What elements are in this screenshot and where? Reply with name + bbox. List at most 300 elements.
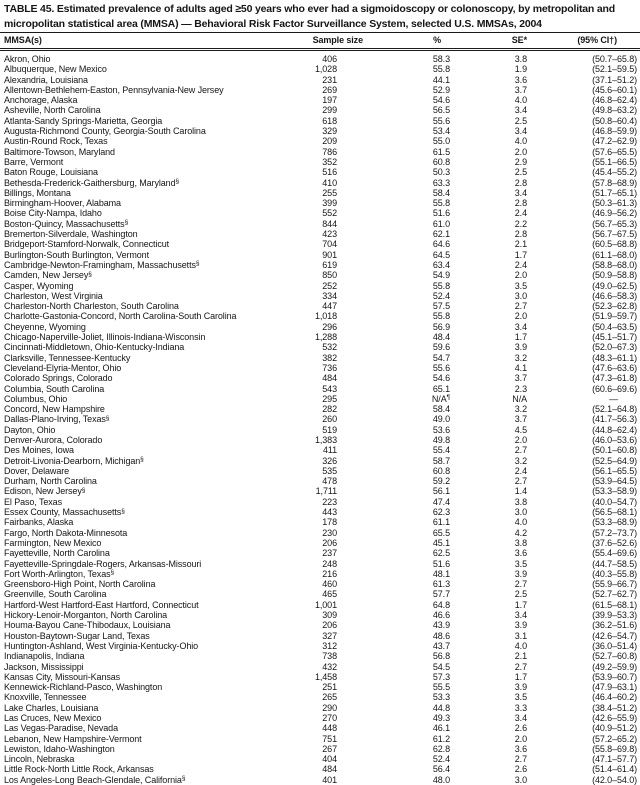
percent-cell: 56.5 [365, 105, 460, 115]
se-cell: 2.1 [460, 239, 530, 249]
percent-cell: 48.1 [365, 569, 460, 579]
mmsa-name-cell: Fargo, North Dakota-Minnesota [0, 528, 300, 538]
sample-size-cell: 282 [300, 404, 365, 414]
footnote-marker: § [175, 178, 179, 185]
se-cell: 2.8 [460, 178, 530, 188]
percent-cell: 58.3 [365, 50, 460, 65]
table-row [0, 322, 640, 332]
percent-cell: 62.5 [365, 548, 460, 558]
se-cell: 2.7 [460, 476, 530, 486]
ci-cell: (46.9–56.2) [530, 208, 640, 218]
sample-size-cell: 197 [300, 95, 365, 105]
ci-cell: (60.5–68.8) [530, 239, 640, 249]
mmsa-name-cell: Greenville, South Carolina [0, 589, 300, 599]
percent-cell: 58.4 [365, 404, 460, 414]
percent-cell: 49.3 [365, 713, 460, 723]
percent-cell: 57.5 [365, 301, 460, 311]
sample-size-cell: 532 [300, 342, 365, 352]
se-cell: 2.0 [460, 270, 530, 280]
percent-cell: 60.8 [365, 157, 460, 167]
mmsa-name-cell: Kennewick-Richland-Pasco, Washington [0, 682, 300, 692]
sample-size-cell: 736 [300, 363, 365, 373]
col-header-ci: (95% CI†) [530, 33, 640, 50]
sample-size-cell: 484 [300, 764, 365, 774]
sample-size-cell: 619 [300, 260, 365, 270]
mmsa-name-cell: Bridgeport-Stamford-Norwalk, Connecticut [0, 239, 300, 249]
table-row [0, 610, 640, 620]
sample-size-cell: 399 [300, 198, 365, 208]
footnote-marker: § [106, 415, 110, 422]
sample-size-cell: 432 [300, 662, 365, 672]
se-cell: 3.1 [460, 631, 530, 641]
se-cell: 2.8 [460, 198, 530, 208]
se-cell: 3.4 [460, 188, 530, 198]
mmsa-name-cell: Asheville, North Carolina [0, 105, 300, 115]
sample-size-cell: 535 [300, 466, 365, 476]
se-cell: 3.5 [460, 559, 530, 569]
sample-size-cell: 269 [300, 85, 365, 95]
se-cell: 3.6 [460, 548, 530, 558]
table-row [0, 198, 640, 208]
table-row [0, 229, 640, 239]
percent-cell: 55.6 [365, 116, 460, 126]
ci-cell: (44.7–58.5) [530, 559, 640, 569]
se-cell: 2.0 [460, 147, 530, 157]
percent-cell: 54.7 [365, 353, 460, 363]
sample-size-cell: 255 [300, 188, 365, 198]
ci-cell: (47.9–63.1) [530, 682, 640, 692]
table-title-line-2: micropolitan statistical area (MMSA) — Behavioral Risk Factor Surveillance System, selected U.S. MMSAs, 2004 [4, 19, 638, 30]
percent-cell: 58.4 [365, 188, 460, 198]
sample-size-cell: 844 [300, 219, 365, 229]
ci-cell: (46.4–60.2) [530, 692, 640, 702]
se-cell: 2.7 [460, 301, 530, 311]
table-row [0, 507, 640, 517]
se-cell: 3.4 [460, 105, 530, 115]
ci-cell: (56.7–65.3) [530, 219, 640, 229]
mmsa-name-cell: Chicago-Naperville-Joliet, Illinois-Indiana-Wisconsin [0, 332, 300, 342]
ci-cell: (53.9–60.7) [530, 672, 640, 682]
table-row [0, 250, 640, 260]
sample-size-cell: 1,028 [300, 64, 365, 74]
ci-cell: (51.7–65.1) [530, 188, 640, 198]
table-row [0, 517, 640, 527]
ci-cell: (55.1–66.5) [530, 157, 640, 167]
se-cell: 2.0 [460, 311, 530, 321]
table-row [0, 95, 640, 105]
table-row [0, 559, 640, 569]
percent-cell: 55.4 [365, 445, 460, 455]
percent-cell: 54.6 [365, 373, 460, 383]
se-cell: 3.4 [460, 713, 530, 723]
sample-size-cell: 260 [300, 414, 365, 424]
mmsa-name-cell: Des Moines, Iowa [0, 445, 300, 455]
ci-cell: (55.8–69.8) [530, 744, 640, 754]
table-row [0, 332, 640, 342]
ci-cell: (52.1–59.5) [530, 64, 640, 74]
mmsa-name-cell: Las Vegas-Paradise, Nevada [0, 723, 300, 733]
mmsa-name-cell: Cheyenne, Wyoming [0, 322, 300, 332]
mmsa-name-cell: Concord, New Hampshire [0, 404, 300, 414]
sample-size-cell: 460 [300, 579, 365, 589]
percent-cell: 46.6 [365, 610, 460, 620]
percent-cell: 61.0 [365, 219, 460, 229]
se-cell: 3.2 [460, 404, 530, 414]
sample-size-cell: 206 [300, 538, 365, 548]
table-row [0, 662, 640, 672]
percent-cell: 55.6 [365, 363, 460, 373]
ci-cell: (56.1–65.5) [530, 466, 640, 476]
table-row [0, 476, 640, 486]
ci-cell: (47.2–62.9) [530, 136, 640, 146]
percent-cell: 61.3 [365, 579, 460, 589]
sample-size-cell: 248 [300, 559, 365, 569]
percent-cell: 55.5 [365, 682, 460, 692]
footnote-marker: § [140, 456, 144, 463]
se-cell: 4.0 [460, 136, 530, 146]
se-cell: 3.7 [460, 373, 530, 383]
percent-cell: 50.3 [365, 167, 460, 177]
mmsa-name-cell: Fayetteville-Springdale-Rogers, Arkansas-Missouri [0, 559, 300, 569]
mmsa-name-cell: Little Rock-North Little Rock, Arkansas [0, 764, 300, 774]
percent-cell: 48.4 [365, 332, 460, 342]
se-cell: 4.0 [460, 95, 530, 105]
mmsa-name-cell: Las Cruces, New Mexico [0, 713, 300, 723]
se-cell: 3.4 [460, 610, 530, 620]
table-row [0, 384, 640, 394]
se-cell: 2.4 [460, 466, 530, 476]
sample-size-cell: 552 [300, 208, 365, 218]
ci-cell: (47.1–57.7) [530, 754, 640, 764]
mmsa-name-cell: Austin-Round Rock, Texas [0, 136, 300, 146]
sample-size-cell: 231 [300, 75, 365, 85]
footnote-marker: § [82, 487, 86, 494]
percent-cell: 55.8 [365, 64, 460, 74]
col-header-mmsa: MMSA(s) [0, 33, 300, 50]
mmsa-name-cell: Boise City-Nampa, Idaho [0, 208, 300, 218]
mmsa-name-cell: Casper, Wyoming [0, 281, 300, 291]
table-row [0, 641, 640, 651]
se-cell: N/A [460, 394, 530, 404]
sample-size-cell: 230 [300, 528, 365, 538]
ci-cell: (48.3–61.1) [530, 353, 640, 363]
ci-cell: (47.6–63.6) [530, 363, 640, 373]
se-cell: 2.5 [460, 167, 530, 177]
table-row [0, 342, 640, 352]
table-row [0, 178, 640, 188]
table-row [0, 188, 640, 198]
ci-cell: (42.6–55.9) [530, 713, 640, 723]
table-row [0, 445, 640, 455]
col-header-percent: % [365, 33, 460, 50]
col-header-sample-size: Sample size [300, 33, 365, 50]
table-row [0, 311, 640, 321]
se-cell: 2.9 [460, 157, 530, 167]
percent-cell: 59.2 [365, 476, 460, 486]
percent-cell: 48.6 [365, 631, 460, 641]
ci-cell: (58.8–68.0) [530, 260, 640, 270]
sample-size-cell: 401 [300, 775, 365, 785]
se-cell: 3.8 [460, 50, 530, 65]
percent-cell: N/A¶ [365, 394, 460, 404]
se-cell: 2.2 [460, 219, 530, 229]
se-cell: 3.2 [460, 353, 530, 363]
mmsa-name-cell: Hickory-Lenoir-Morganton, North Carolina [0, 610, 300, 620]
ci-cell: (53.3–58.9) [530, 486, 640, 496]
sample-size-cell: 352 [300, 157, 365, 167]
percent-cell: 52.9 [365, 85, 460, 95]
table-row [0, 425, 640, 435]
se-cell: 2.4 [460, 208, 530, 218]
percent-cell: 62.8 [365, 744, 460, 754]
sample-size-cell: 216 [300, 569, 365, 579]
table-row [0, 723, 640, 733]
sample-size-cell: 252 [300, 281, 365, 291]
table-row [0, 579, 640, 589]
table-row [0, 281, 640, 291]
mmsa-name-cell: Farmington, New Mexico [0, 538, 300, 548]
mmsa-name-cell: Burlington-South Burlington, Vermont [0, 250, 300, 260]
sample-size-cell: 327 [300, 631, 365, 641]
ci-cell: (61.5–68.1) [530, 600, 640, 610]
col-header-se: SE* [460, 33, 530, 50]
sample-size-cell: 478 [300, 476, 365, 486]
se-cell: 4.1 [460, 363, 530, 373]
percent-cell: 47.4 [365, 497, 460, 507]
ci-cell: (52.1–64.8) [530, 404, 640, 414]
ci-cell: (52.7–62.7) [530, 589, 640, 599]
table-row [0, 75, 640, 85]
sample-size-cell: 178 [300, 517, 365, 527]
se-cell: 3.7 [460, 414, 530, 424]
ci-cell: (50.3–61.3) [530, 198, 640, 208]
ci-cell: (36.2–51.6) [530, 620, 640, 630]
sample-size-cell: 251 [300, 682, 365, 692]
se-cell: 2.7 [460, 445, 530, 455]
sample-size-cell: 411 [300, 445, 365, 455]
mmsa-name-cell: Lake Charles, Louisiana [0, 703, 300, 713]
ci-cell: (52.0–67.3) [530, 342, 640, 352]
mmsa-name-cell: Dallas-Plano-Irving, Texas§ [0, 414, 300, 424]
ci-cell: (57.2–73.7) [530, 528, 640, 538]
percent-cell: 43.7 [365, 641, 460, 651]
se-cell: 3.4 [460, 322, 530, 332]
se-cell: 3.9 [460, 342, 530, 352]
sample-size-cell: 423 [300, 229, 365, 239]
mmsa-name-cell: Cambridge-Newton-Framingham, Massachusetts§ [0, 260, 300, 270]
mmsa-name-cell: Denver-Aurora, Colorado [0, 435, 300, 445]
mmsa-name-cell: Bremerton-Silverdale, Washington [0, 229, 300, 239]
table-row [0, 239, 640, 249]
mmsa-name-cell: Charlotte-Gastonia-Concord, North Carolina-South Carolina [0, 311, 300, 321]
mmsa-name-cell: Hartford-West Hartford-East Hartford, Connecticut [0, 600, 300, 610]
ci-cell: (57.2–65.2) [530, 734, 640, 744]
percent-cell: 61.2 [365, 734, 460, 744]
se-cell: 1.7 [460, 672, 530, 682]
ci-cell: (37.6–52.6) [530, 538, 640, 548]
se-cell: 2.4 [460, 260, 530, 270]
percent-cell: 53.6 [365, 425, 460, 435]
mmsa-name-cell: Charleston-North Charleston, South Carolina [0, 301, 300, 311]
sample-size-cell: 404 [300, 754, 365, 764]
percent-cell: 62.1 [365, 229, 460, 239]
ci-cell: (49.8–63.2) [530, 105, 640, 115]
percent-cell: 53.4 [365, 126, 460, 136]
ci-cell: (36.0–51.4) [530, 641, 640, 651]
sample-size-cell: 410 [300, 178, 365, 188]
ci-cell: (55.4–69.6) [530, 548, 640, 558]
se-cell: 3.9 [460, 682, 530, 692]
se-cell: 1.4 [460, 486, 530, 496]
table-row [0, 538, 640, 548]
footnote-marker: § [182, 775, 186, 782]
percent-cell: 51.6 [365, 208, 460, 218]
sample-size-cell: 334 [300, 291, 365, 301]
footnote-marker: § [125, 219, 129, 226]
table-row [0, 764, 640, 774]
se-cell: 2.7 [460, 662, 530, 672]
se-cell: 3.0 [460, 507, 530, 517]
table-row [0, 404, 640, 414]
sample-size-cell: 1,711 [300, 486, 365, 496]
table-row [0, 692, 640, 702]
mmsa-name-cell: Jackson, Mississippi [0, 662, 300, 672]
sample-size-cell: 447 [300, 301, 365, 311]
percent-cell: 56.4 [365, 764, 460, 774]
mmsa-name-cell: Fort Worth-Arlington, Texas§ [0, 569, 300, 579]
footnote-marker: § [121, 508, 125, 515]
percent-cell: 49.8 [365, 435, 460, 445]
sample-size-cell: 406 [300, 50, 365, 65]
ci-cell: (52.3–62.8) [530, 301, 640, 311]
table-row [0, 682, 640, 692]
ci-cell: (53.3–68.9) [530, 517, 640, 527]
se-cell: 3.0 [460, 775, 530, 785]
sample-size-cell: 786 [300, 147, 365, 157]
se-cell: 2.6 [460, 723, 530, 733]
se-cell: 3.5 [460, 692, 530, 702]
percent-cell: 56.8 [365, 651, 460, 661]
ci-cell: (50.1–60.8) [530, 445, 640, 455]
mmsa-name-cell: Los Angeles-Long Beach-Glendale, California§ [0, 775, 300, 785]
sample-size-cell: 465 [300, 589, 365, 599]
percent-cell: 54.6 [365, 95, 460, 105]
table-row [0, 589, 640, 599]
ci-cell: (51.4–61.4) [530, 764, 640, 774]
footnote-marker: § [196, 260, 200, 267]
mmsa-name-cell: Lewiston, Idaho-Washington [0, 744, 300, 754]
table-row [0, 260, 640, 270]
mmsa-name-cell: Boston-Quincy, Massachusetts§ [0, 219, 300, 229]
table-row [0, 85, 640, 95]
percent-cell: 63.3 [365, 178, 460, 188]
ci-cell: (42.6–54.7) [530, 631, 640, 641]
sample-size-cell: 237 [300, 548, 365, 558]
footnote-marker: § [111, 569, 115, 576]
mmsa-name-cell: Camden, New Jersey§ [0, 270, 300, 280]
percent-cell: 46.1 [365, 723, 460, 733]
percent-cell: 54.5 [365, 662, 460, 672]
percent-cell: 65.5 [365, 528, 460, 538]
table-row [0, 136, 640, 146]
table-row [0, 672, 640, 682]
sample-size-cell: 901 [300, 250, 365, 260]
se-cell: 2.7 [460, 754, 530, 764]
ci-cell: (39.9–53.3) [530, 610, 640, 620]
mmsa-name-cell: Charleston, West Virginia [0, 291, 300, 301]
mmsa-name-cell: Atlanta-Sandy Springs-Marietta, Georgia [0, 116, 300, 126]
percent-cell: 55.8 [365, 198, 460, 208]
mmsa-name-cell: Baton Rouge, Louisiana [0, 167, 300, 177]
percent-cell: 52.4 [365, 754, 460, 764]
sample-size-cell: 206 [300, 620, 365, 630]
mmsa-name-cell: Fayetteville, North Carolina [0, 548, 300, 558]
mmsa-name-cell: Alexandria, Louisiana [0, 75, 300, 85]
ci-cell: (50.7–65.8) [530, 50, 640, 65]
mmsa-name-cell: Colorado Springs, Colorado [0, 373, 300, 383]
se-cell: 4.5 [460, 425, 530, 435]
se-cell: 3.0 [460, 291, 530, 301]
ci-cell: (40.0–54.7) [530, 497, 640, 507]
mmsa-name-cell: Dayton, Ohio [0, 425, 300, 435]
percent-cell: 44.1 [365, 75, 460, 85]
percent-cell: 64.6 [365, 239, 460, 249]
table-row [0, 528, 640, 538]
sample-size-cell: 543 [300, 384, 365, 394]
se-cell: 3.7 [460, 85, 530, 95]
mmsa-name-cell: Akron, Ohio [0, 50, 300, 65]
percent-cell: 61.1 [365, 517, 460, 527]
se-cell: 3.2 [460, 456, 530, 466]
table-row [0, 147, 640, 157]
se-cell: 2.7 [460, 579, 530, 589]
se-cell: 3.6 [460, 75, 530, 85]
sample-size-cell: 1,383 [300, 435, 365, 445]
mmsa-name-cell: Augusta-Richmond County, Georgia-South Carolina [0, 126, 300, 136]
percent-cell: 53.3 [365, 692, 460, 702]
ci-cell: (46.6–58.3) [530, 291, 640, 301]
sample-size-cell: 299 [300, 105, 365, 115]
table-row [0, 270, 640, 280]
table-row [0, 116, 640, 126]
table-row [0, 466, 640, 476]
table-row [0, 600, 640, 610]
ci-cell: (60.6–69.6) [530, 384, 640, 394]
se-cell: 3.4 [460, 126, 530, 136]
percent-cell: 44.8 [365, 703, 460, 713]
mmsa-name-cell: Anchorage, Alaska [0, 95, 300, 105]
ci-cell: (49.0–62.5) [530, 281, 640, 291]
se-cell: 1.7 [460, 250, 530, 260]
mmsa-name-cell: Durham, North Carolina [0, 476, 300, 486]
sample-size-cell: 326 [300, 456, 365, 466]
mmsa-name-cell: Barre, Vermont [0, 157, 300, 167]
table-row [0, 651, 640, 661]
mmsa-name-cell: Houma-Bayou Cane-Thibodaux, Louisiana [0, 620, 300, 630]
percent-cell: 64.5 [365, 250, 460, 260]
percent-cell: 43.9 [365, 620, 460, 630]
mmsa-name-cell: Dover, Delaware [0, 466, 300, 476]
se-cell: 3.3 [460, 703, 530, 713]
ci-cell: (53.9–64.5) [530, 476, 640, 486]
ci-cell: (47.3–61.8) [530, 373, 640, 383]
se-cell: 1.9 [460, 64, 530, 74]
table-row [0, 569, 640, 579]
table-header [0, 33, 640, 50]
ci-cell: (56.7–67.5) [530, 229, 640, 239]
table-row [0, 703, 640, 713]
percent-cell: 56.1 [365, 486, 460, 496]
